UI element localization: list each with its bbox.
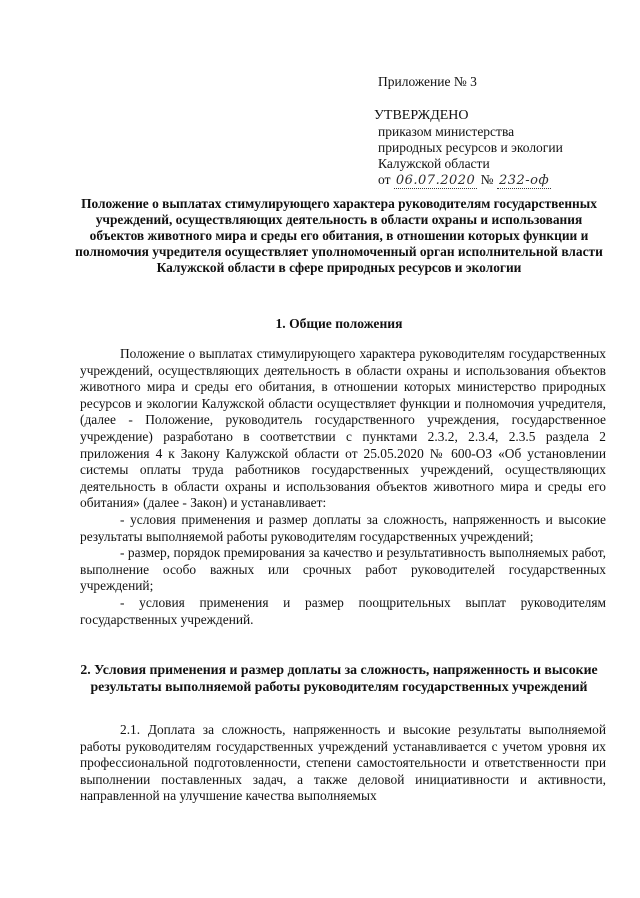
approved-label: УТВЕРЖДЕНО [374,108,469,123]
handwritten-date: 06.07.2020 [395,173,476,188]
section-1-body [80,346,606,628]
approval-line-1: приказом министерства [378,124,515,139]
number-prefix: № [480,172,494,187]
approval-date-line [378,172,628,189]
list-item: - условия применения и размер поощрительных выплат руководителям государственных учреждений. [80,594,606,627]
appendix-label: Приложение № 3 [378,74,477,89]
list-item: - условия применения и размер доплаты за сложность, напряженность и высокие результаты выполняемой работы руководителям государственных учреждений; [80,511,606,544]
section-1-intro: Положение о выплатах стимулирующего характера руководителям государственных учреждений, осуществляющих деятельность в области охраны и использования объектов животного мира и среды его обитания, в отношении которых министерство природных ресурсов и экологии Калужской области осуществляет функции и полномочия учредителя, (далее - Положение, руководитель государственного учреждения, государственное учреждение) разработано в соответствии с пунктами 2.3.2, 2.3.4, 2.3.5 раздела 2 приложения 4 к Закону Калужской области от 25.05.2020 № 600-ОЗ «Об установлении системы оплаты труда работников государственных учреждений, осуществляющих деятельность в области охраны и использования объектов животного мира и среды его обитания» (далее - Закон) и устанавливает: [80,346,606,511]
approval-line-2: природных ресурсов и экологии [378,140,563,155]
section-2-heading: 2. Условия применения и размер доплаты за сложность, напряженность и высокие результаты выполняемой работы руководителям государственных учреждений [80,662,598,694]
date-prefix: от [378,172,391,187]
approval-line-3: Калужской области [378,156,490,171]
handwritten-number: 232-оф [498,173,550,188]
section-1-heading: 1. Общие положения [275,316,403,331]
approval-block [374,74,628,189]
section-2-body [80,722,606,805]
section-2-paragraph-1: 2.1. Доплата за сложность, напряженность и высокие результаты выполняемой работы руководителям государственных учреждений устанавливается с учетом уровня их профессиональной подготовленности, степени самостоятельности и ответственности при выполнении поставленных задач, а также деловой инициативности и активности, направленной на улучшение качества выполняемых [80,722,606,804]
document-title: Положение о выплатах стимулирующего характера руководителям государственных учреждений, осуществляющих деятельность в области охраны и использования объектов животного мира и среды его обитания, в отношении которых функции и полномочия учредителя осуществляет уполномоченный орган исполнительной власти Калужской области в сфере природных ресурсов и экологии [75,196,603,275]
list-item: - размер, порядок премирования за качество и результативность выполняемых работ, выполнение особо важных или срочных работ руководителей государственных учреждений; [80,545,606,594]
